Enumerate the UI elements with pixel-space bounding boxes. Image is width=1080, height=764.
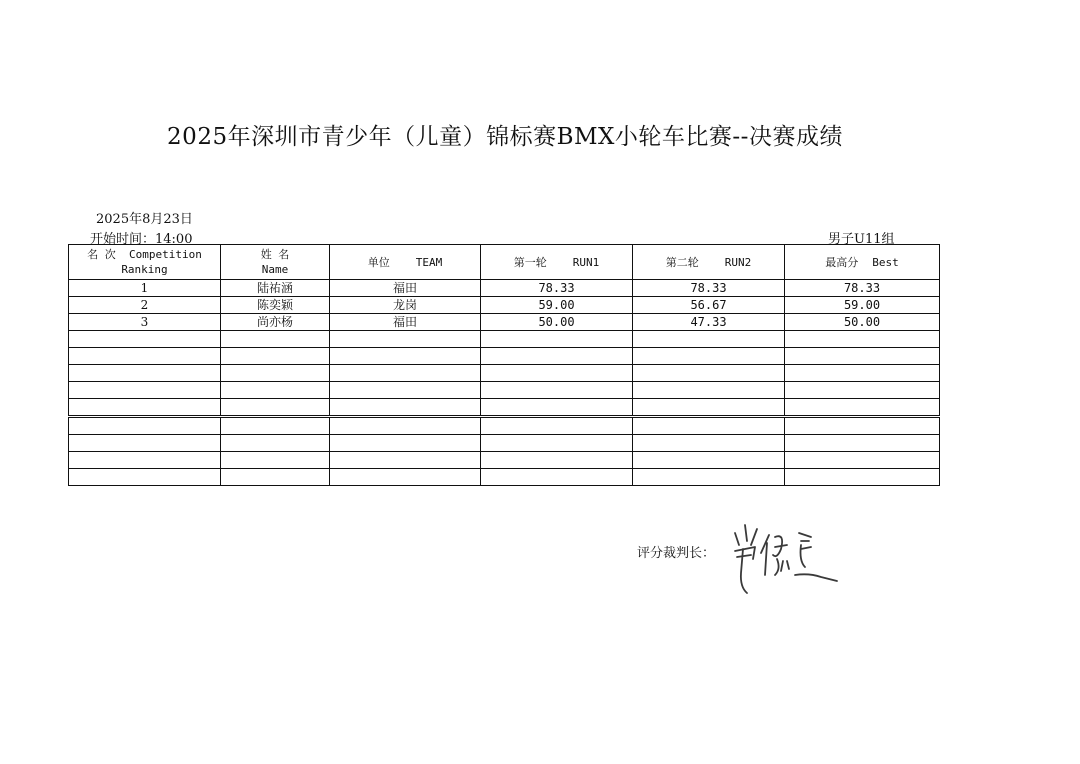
team-cell: 福田 (330, 314, 481, 331)
best-cell: 50.00 (785, 314, 940, 331)
name-cell: 尚亦杨 (221, 314, 330, 331)
header-rank: 名 次 Competition Ranking (69, 245, 221, 280)
header-team: 单位 TEAM (330, 245, 481, 280)
header-name: 姓 名 Name (221, 245, 330, 280)
empty-row (69, 435, 940, 452)
empty-row (69, 399, 940, 417)
run1-cell: 78.33 (481, 280, 633, 297)
start-time: 开始时间：14:00 (90, 232, 193, 247)
run2-cell: 56.67 (633, 297, 785, 314)
head-judge-label: 评分裁判长： (637, 546, 716, 561)
header-row (69, 245, 940, 280)
rank-cell: 1 (69, 280, 221, 297)
empty-row (69, 382, 940, 399)
group-label: 男子U11组 (828, 232, 895, 247)
header-best: 最高分 Best (785, 245, 940, 280)
best-cell: 59.00 (785, 297, 940, 314)
event-date: 2025年8月23日 (96, 212, 193, 227)
best-cell: 78.33 (785, 280, 940, 297)
results-table (68, 244, 940, 486)
table-row (69, 280, 940, 297)
empty-row (69, 417, 940, 435)
signature-image (725, 515, 845, 600)
empty-row (69, 469, 940, 486)
run2-cell: 78.33 (633, 280, 785, 297)
page-title: 2025年深圳市青少年（儿童）锦标赛BMX小轮车比赛--决赛成绩 (167, 124, 843, 150)
header-run1: 第一轮 RUN1 (481, 245, 633, 280)
rank-cell: 3 (69, 314, 221, 331)
table-row (69, 314, 940, 331)
rank-cell: 2 (69, 297, 221, 314)
run1-cell: 59.00 (481, 297, 633, 314)
table-row (69, 297, 940, 314)
empty-row (69, 348, 940, 365)
team-cell: 福田 (330, 280, 481, 297)
name-cell: 陈奕颖 (221, 297, 330, 314)
team-cell: 龙岗 (330, 297, 481, 314)
name-cell: 陆祐涵 (221, 280, 330, 297)
empty-row (69, 331, 940, 348)
run1-cell: 50.00 (481, 314, 633, 331)
empty-row (69, 452, 940, 469)
empty-row (69, 365, 940, 382)
run2-cell: 47.33 (633, 314, 785, 331)
header-run2: 第二轮 RUN2 (633, 245, 785, 280)
